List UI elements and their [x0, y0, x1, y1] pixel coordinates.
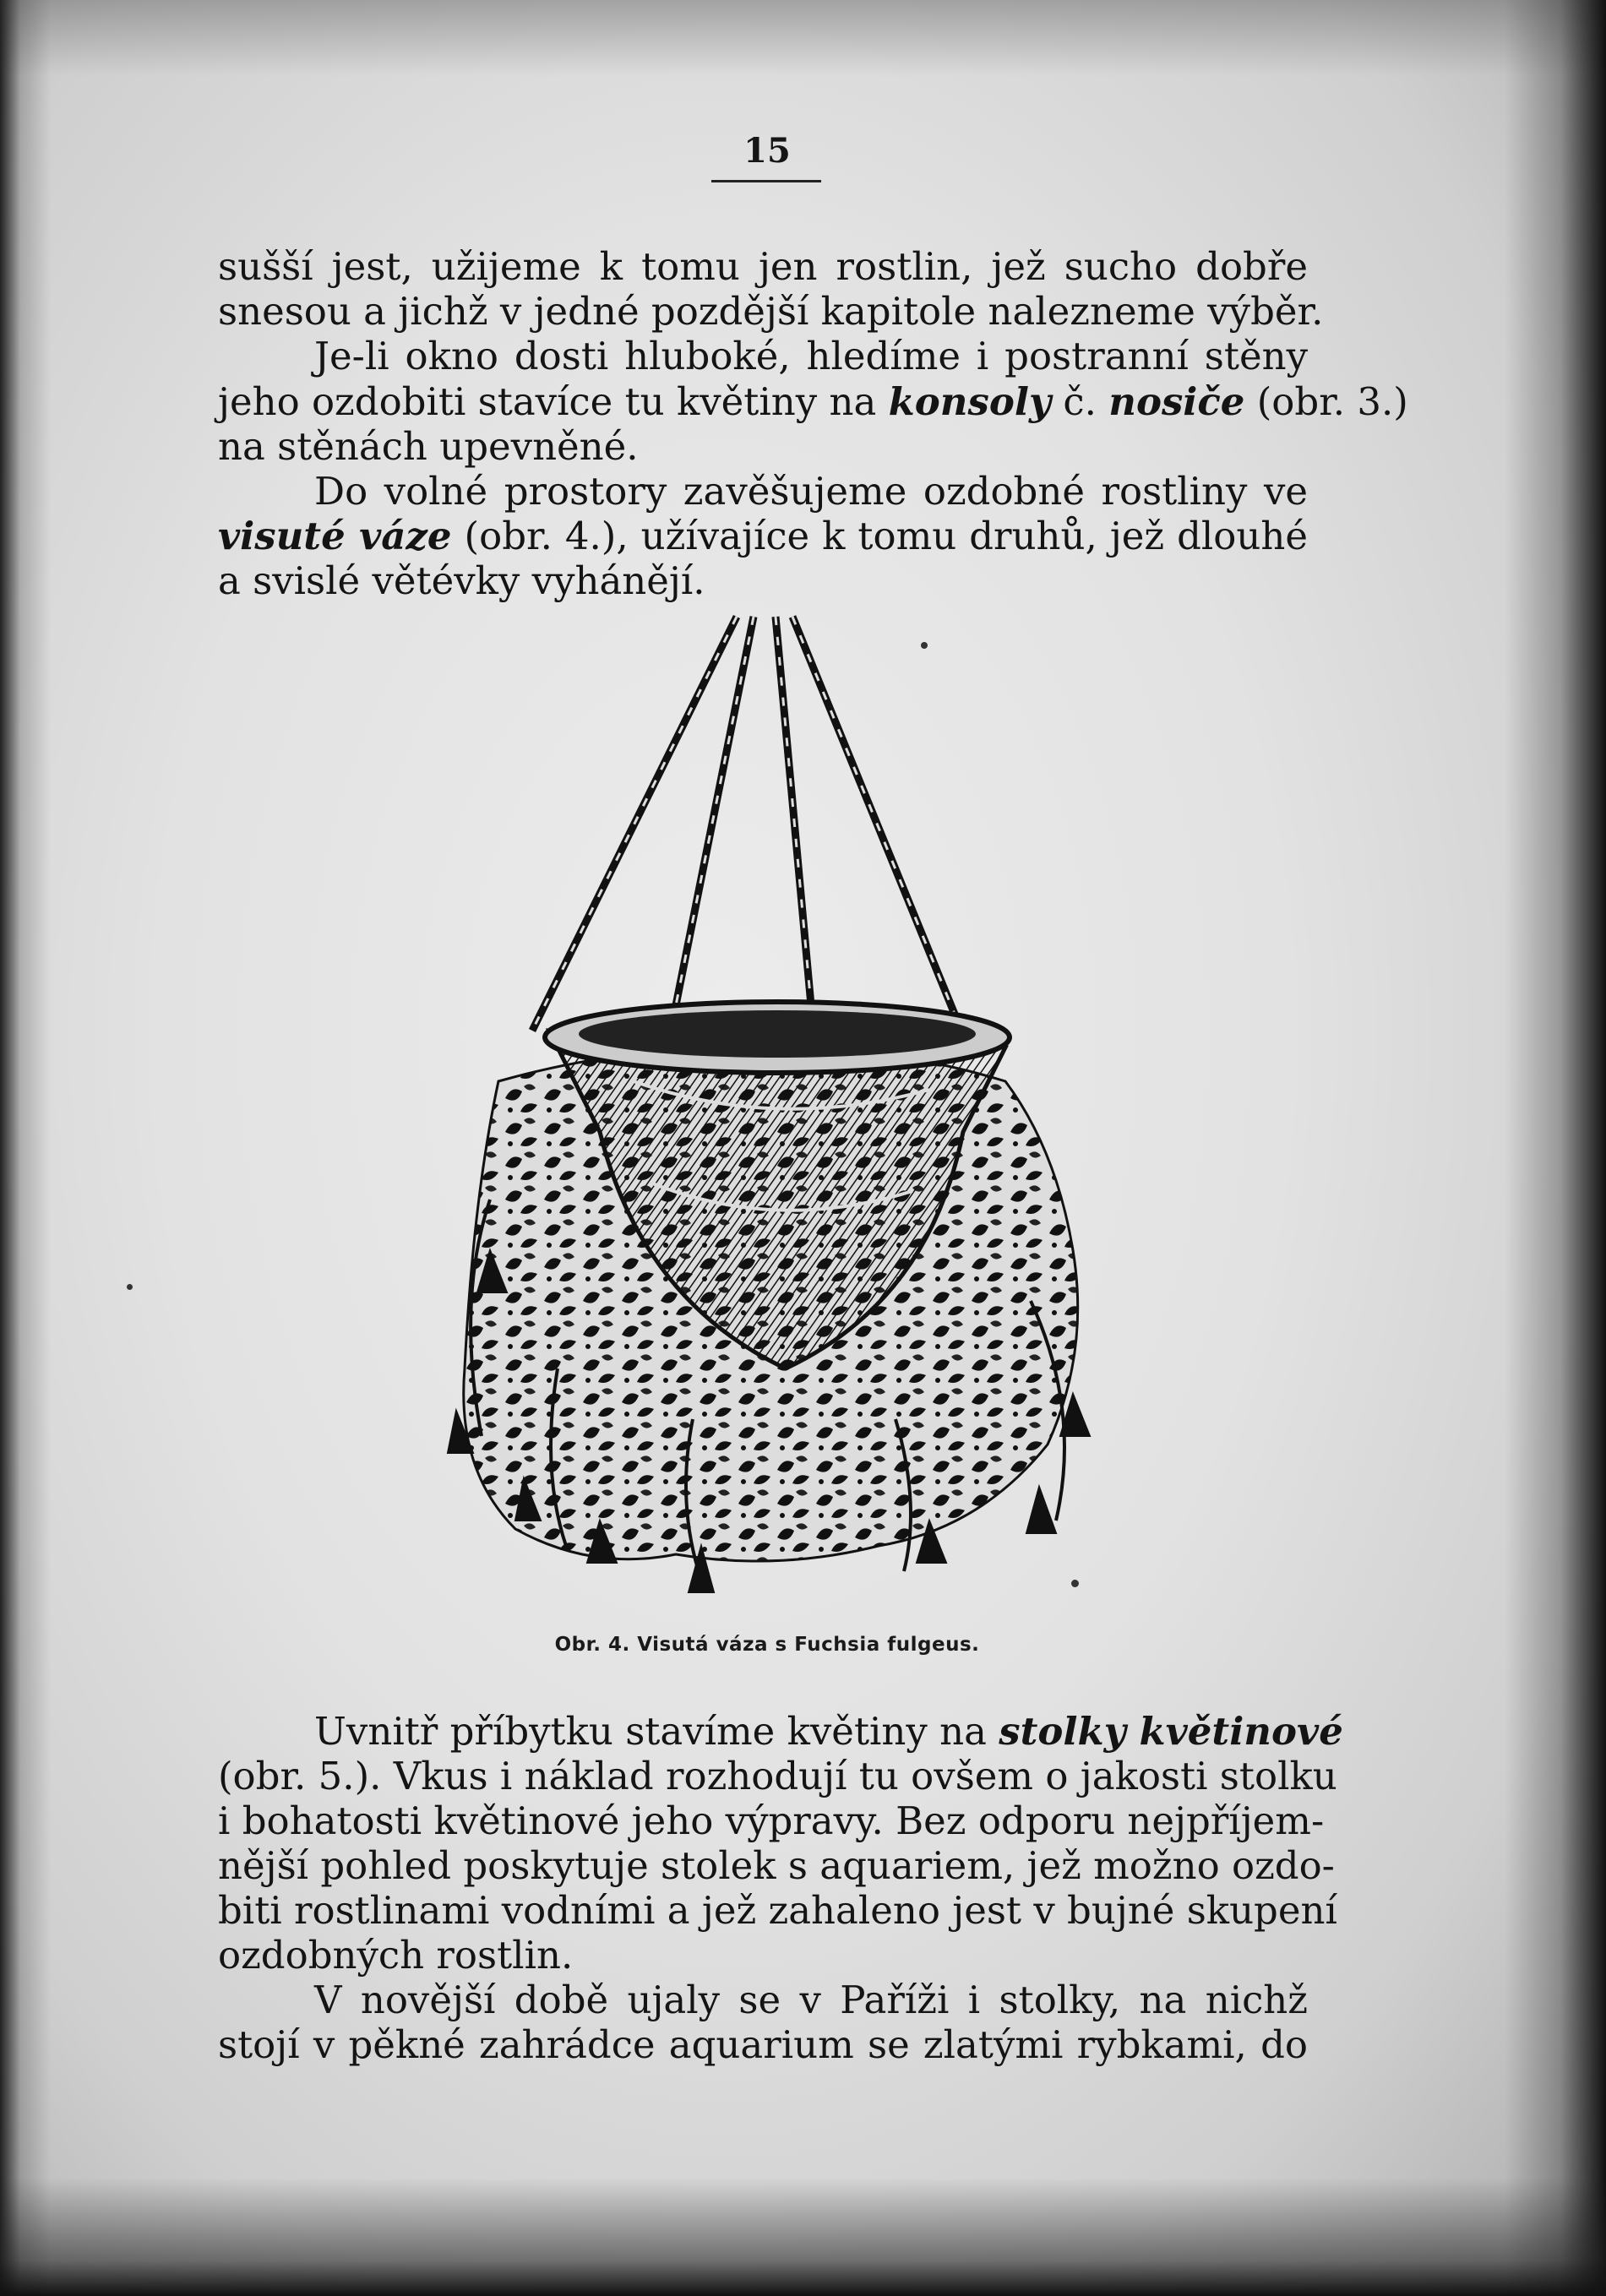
scan-speck	[921, 642, 928, 649]
scan-shadow-bottom	[0, 2178, 1606, 2296]
text-line	[218, 379, 1408, 424]
text-line: V novější době ujaly se v Paříži i stolky, na nichž	[314, 1978, 1308, 2022]
hanging-cords	[532, 617, 963, 1035]
text-line: na stěnách upevněné.	[218, 424, 639, 469]
scan-speck	[127, 1284, 133, 1290]
page-number-rule	[711, 180, 821, 182]
scan-shadow-right	[1505, 0, 1606, 2296]
text-line: snesou a jichž v jedné pozdější kapitole nalezneme výběr.	[218, 289, 1324, 334]
text-fragment: č.	[1051, 379, 1109, 424]
text-fragment: (obr. 3.)	[1244, 379, 1408, 424]
italic-term-nosice: nosiče	[1108, 379, 1245, 424]
text-line: biti rostlinami vodními a jež zahaleno jest v bujné skupení	[218, 1888, 1337, 1933]
text-fragment: jeho ozdobiti stavíce tu květiny na	[218, 379, 889, 424]
text-fragment: Uvnitř příbytku stavíme květiny na	[314, 1709, 999, 1754]
text-line: stojí v pěkné zahrádce aquarium se zlatými rybkami, do	[218, 2022, 1308, 2067]
text-line	[314, 1709, 1343, 1754]
scan-shadow-left	[0, 0, 51, 2296]
text-line: a svislé větévky vyhánějí.	[218, 558, 705, 603]
italic-term-visute-vaze: visuté váze	[218, 514, 452, 558]
page-number: 15	[743, 131, 791, 171]
figure-caption: Obr. 4. Visutá váza s Fuchsia fulgeus.	[554, 1634, 980, 1656]
italic-term-stolky-kvetinove: stolky květinové	[999, 1709, 1343, 1754]
text-line: (obr. 5.). Vkus i náklad rozhodují tu ovšem o jakosti stolku	[218, 1754, 1337, 1798]
text-line: sušší jest, užijeme k tomu jen rostlin, jež sucho dobře	[218, 244, 1308, 289]
text-fragment: (obr. 4.), užívajíce k tomu druhů, jež dlouhé	[451, 514, 1308, 558]
text-line: nější pohled poskytuje stolek s aquariem, jež možno ozdo-	[218, 1843, 1335, 1888]
scan-speck	[1071, 1580, 1079, 1587]
text-line: Do volné prostory zavěšujeme ozdobné rostliny ve	[314, 469, 1308, 514]
hanging-vase-illustration	[422, 608, 1124, 1605]
italic-term-konsoly: konsoly	[888, 379, 1052, 424]
scan-shadow-top	[0, 0, 1606, 76]
text-line: Je-li okno dosti hluboké, hledíme i postranní stěny	[314, 334, 1308, 378]
text-line	[218, 514, 1308, 558]
text-line: i bohatosti květinové jeho výpravy. Bez odporu nejpříjem-	[218, 1798, 1325, 1843]
text-line: ozdobných rostlin.	[218, 1933, 574, 1978]
